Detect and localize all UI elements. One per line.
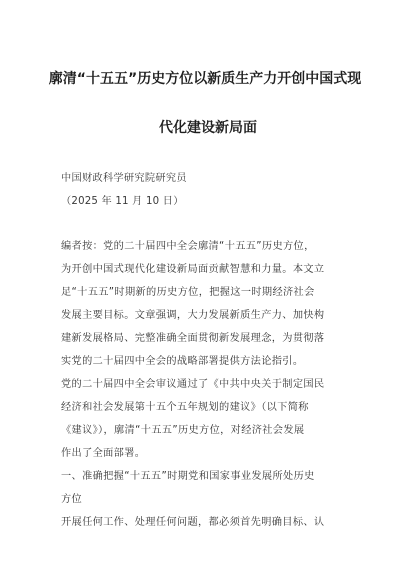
paragraph-line: 开展任何工作、处理任何问题，都必须首先明确目标、认 (61, 517, 325, 528)
section-heading-line: 方位 (61, 494, 83, 505)
editor-note-line: 发展主要目标。文章强调，大力发展新质生产力、加快构 (61, 310, 325, 321)
paragraph-line: 经济和社会发展第十五个五年规划的建议》（以下简称 (61, 402, 309, 413)
author-affiliation: 中国财政科学研究院研究员 (61, 173, 187, 184)
editor-note-line: 实党的二十届四中全会的战略部署提供方法论指引。 (61, 356, 304, 367)
paragraph-line: 作出了全面部署。 (61, 448, 146, 459)
publication-date: （2025 年 11 月 10 日） (61, 196, 184, 207)
editor-note-line: 编者按：党的二十届四中全会廓清“十五五”历史方位， (61, 241, 315, 252)
paragraph-line: 《建议》），廓清“十五五”历史方位，对经济社会发展 (61, 425, 305, 436)
editor-note-line: 建新发展格局、完整准确全面贯彻新发展理念，为贯彻落 (61, 333, 325, 344)
editor-note-line: 为开创中国式现代化建设新局面贡献智慧和力量。本文立 (61, 264, 325, 275)
document-title-line-1: 廓清“十五五”历史方位以新质生产力开创中国式现 (48, 71, 362, 87)
paragraph-line: 党的二十届四中全会审议通过了《中共中央关于制定国民 (61, 379, 325, 390)
section-heading-line: 一、准确把握“十五五”时期党和国家事业发展所处历史 (61, 471, 315, 482)
editor-note-line: 足“十五五”时期新的历史方位，把握这一时期经济社会 (61, 287, 315, 298)
document-title-line-2: 代化建设新局面 (159, 120, 257, 136)
